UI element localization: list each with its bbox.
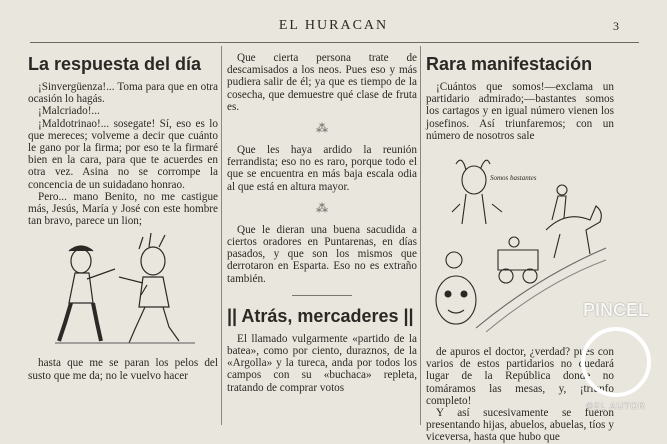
watermark-title: PINCEL	[582, 300, 649, 320]
masthead: EL HURACAN	[278, 18, 389, 33]
column-1	[28, 46, 218, 425]
paragraph: ¡Sinvergüenza!... Toma para que en otra ocasión lo hagás.	[28, 81, 218, 106]
column-2	[227, 46, 417, 425]
illustration-caption: Somos bastantes	[490, 174, 537, 183]
watermark-logo	[574, 300, 658, 410]
asterism-separator: ⁂	[316, 200, 328, 215]
header-rule	[30, 42, 639, 43]
paragraph: Que le dieran una buena sacudida a ciertos oradores en Puntarenas, en días pasados, y que son los mismos que derrotaron en Esparta. Eso no es extraño también.	[227, 223, 417, 285]
paragraph: ¡Maldotrinao!... sosegate! Sí, eso es lo que mereces; volveme a decir que cuánto le gano por la firma; por eso te la firmaré bien en la cara, para que te acuerdes en otra vez. Asina no se corrompe la concencia de un suidadano honrao.	[28, 117, 218, 191]
article-title-mercaderes: || Atrás, mercaderes ||	[227, 305, 414, 326]
column-divider-1	[221, 46, 222, 425]
paragraph: ¡Malcriado!...	[38, 105, 100, 118]
paragraph: Y así sucesivamente se fueron presentando hijas, abuelos, abuelas, tíos y viceversa, hasta que hubo que	[426, 407, 614, 444]
paragraph: de apuros el doctor, ¿verdad? pues con varios de estos partidarios no quedará lugar de la República donde no tomáramos las mesas, y, ¡triunfo completo!	[426, 346, 614, 407]
section-divider	[292, 295, 352, 296]
asterism-separator: ⁂	[316, 121, 328, 136]
cartoon-fight-illustration	[35, 231, 211, 349]
paragraph: ¡Cuántos que somos!—exclama un partidario admirado;—bastantes somos los cartagos y en igual número vienen los josefinos. Así triunfaremos; con un número de nosotros sale	[426, 81, 614, 142]
column-divider-2	[420, 46, 421, 425]
watermark-emblem-icon	[581, 327, 651, 397]
paragraph: hasta que me se paran los pelos del susto que me da; no le vuelvo hacer	[28, 357, 218, 382]
paragraph: Pero... mano Benito, no me castigue más, Jesús, María y José con este hombre tan bravo, parece un lion;	[28, 190, 218, 228]
paragraph: Que les haya ardido la reunión ferrandista; eso no es raro, porque todo el que se encuentra en más baja escala odia al que está en altura mayor.	[227, 144, 417, 193]
watermark-subtitle: ©EL AUTOR	[586, 401, 646, 411]
article-title-respuesta: La respuesta del día	[28, 54, 202, 74]
paragraph: Que cierta persona trate de descamisados a los neos. Pues eso y más pudiera salir de él; ya que es tiempo de la cosecha, que demuestre qué clase de fruta es.	[227, 52, 417, 113]
paragraph: El llamado vulgarmente «partido de la batea», como por ciento, duraznos, de la «Argolla» y la tureca, anda por todos los campos con su «buchaca» repleta, tratando de comprar votos	[227, 332, 417, 394]
page-number: 3	[613, 19, 619, 33]
article-title-manifestacion: Rara manifestación	[426, 54, 593, 74]
